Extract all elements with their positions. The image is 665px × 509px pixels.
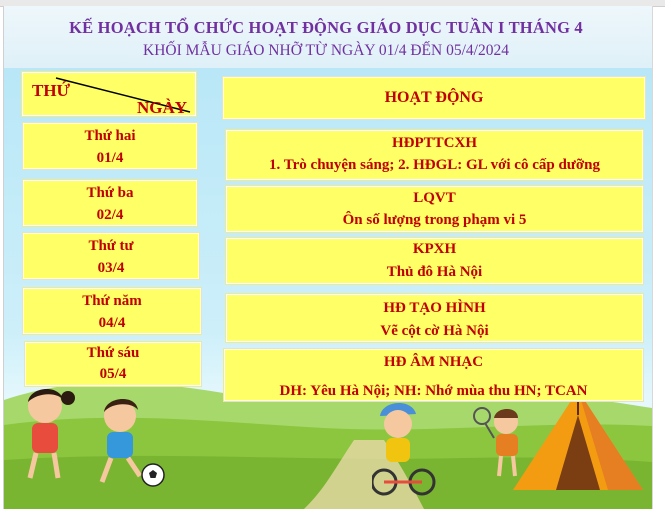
day-name: Thứ hai	[84, 128, 136, 144]
window-right-border	[652, 6, 653, 509]
activity-header-cell	[222, 76, 646, 120]
day-date: 01/4	[96, 150, 124, 166]
corner-label-date: NGÀY	[136, 98, 187, 117]
day-cell-tuesday	[22, 179, 198, 227]
activity-cell-wednesday	[225, 237, 644, 285]
day-date: 03/4	[97, 260, 125, 276]
page-title: KẾ HOẠCH TỔ CHỨC HOẠT ĐỘNG GIÁO DỤC TUẦN I THÁNG 4	[69, 18, 583, 37]
day-name: Thứ ba	[86, 185, 134, 201]
day-cell-thursday	[22, 287, 202, 335]
day-cell-friday	[24, 341, 202, 387]
activity-cell-thursday	[225, 293, 644, 343]
activity-cell-friday	[223, 348, 644, 402]
day-name: Thứ năm	[82, 293, 142, 309]
activity-detail: Ôn số lượng trong phạm vi 5	[342, 212, 527, 228]
soccer-ball-icon	[140, 462, 166, 488]
activity-title: HĐPTTCXH	[391, 135, 477, 151]
corner-label-day: THỨ	[32, 81, 71, 100]
activity-header-label: HOẠT ĐỘNG	[384, 89, 484, 106]
page-subtitle: KHỐI MẪU GIÁO NHỠ TỪ NGÀY 01/4 ĐẾN 05/4/2024	[143, 42, 509, 59]
day-date: 04/4	[98, 315, 126, 331]
activity-title: HĐ TẠO HÌNH	[383, 300, 486, 316]
day-date: 05/4	[99, 366, 127, 382]
activity-title: KPXH	[412, 241, 457, 257]
tennis-kid-illustration	[470, 400, 530, 480]
day-cell-wednesday	[22, 232, 200, 280]
day-name: Thứ sáu	[86, 345, 140, 361]
activity-detail: 1. Trò chuyện sáng; 2. HĐGL: GL với cô cấp dưỡng	[269, 157, 600, 173]
activity-detail: DH: Yêu Hà Nội; NH: Nhớ mùa thu HN; TCAN	[279, 383, 588, 399]
activity-detail: Vẽ cột cờ Hà Nội	[380, 323, 489, 339]
day-date: 02/4	[96, 207, 124, 223]
activity-title: LQVT	[413, 190, 456, 206]
activity-detail: Thủ đô Hà Nội	[386, 264, 483, 280]
day-cell-monday	[22, 122, 198, 170]
activity-cell-monday	[225, 129, 644, 181]
table-corner-header	[21, 71, 197, 117]
cyclist-kid-illustration	[372, 398, 442, 498]
activity-title: HĐ ÂM NHẠC	[383, 354, 484, 370]
day-name: Thứ tư	[88, 238, 134, 254]
window-left-border	[3, 6, 4, 509]
activity-cell-tuesday	[225, 185, 644, 233]
